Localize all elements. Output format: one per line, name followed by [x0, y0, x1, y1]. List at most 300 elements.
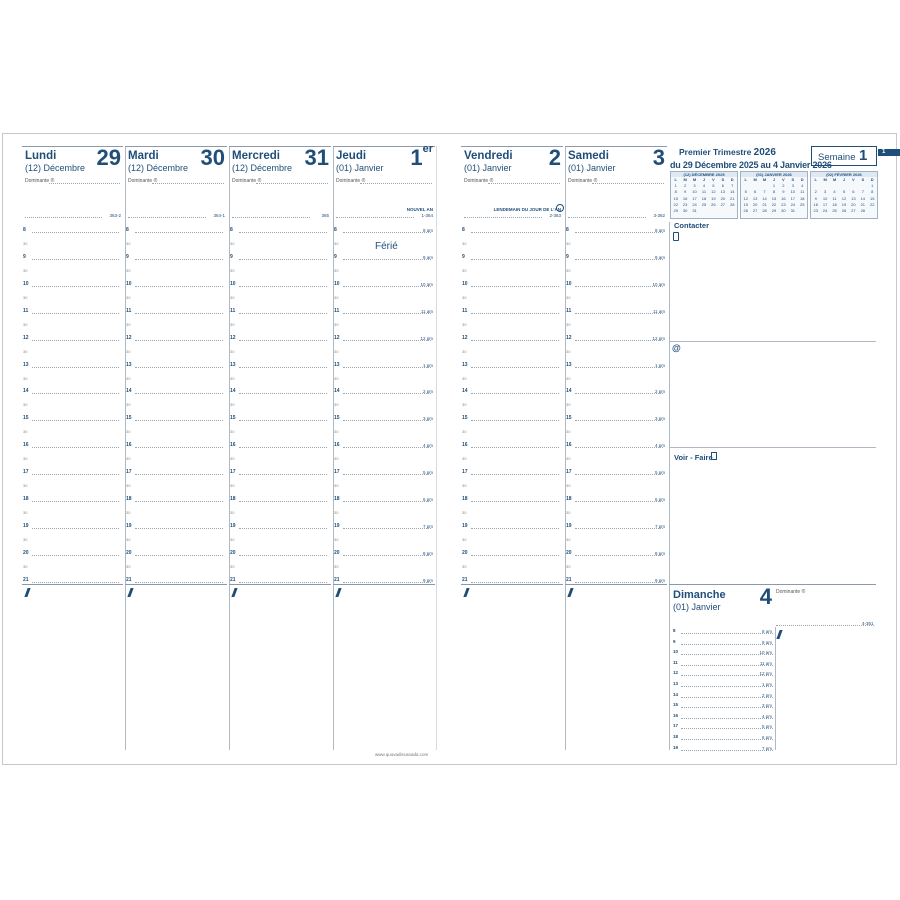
sunday-hour-label: 6 pm: [761, 735, 772, 740]
hour-label: 9 am: [654, 254, 665, 260]
mini-calendar-cell: 23: [682, 201, 688, 207]
hour-slot[interactable]: [32, 259, 119, 260]
mini-calendar-cell: 26: [841, 208, 847, 214]
hour-slot[interactable]: [32, 528, 119, 529]
dominante-line[interactable]: [152, 183, 224, 184]
hour-number: 20: [462, 549, 468, 556]
hour-slot[interactable]: [32, 313, 119, 314]
mini-calendar-cell: 13: [752, 195, 758, 201]
hour-number: 14: [230, 388, 236, 395]
hour-slot[interactable]: [239, 501, 327, 502]
hour-slot[interactable]: [135, 528, 223, 529]
dominante-label: Dominante ®: [232, 178, 262, 184]
hour-slot[interactable]: [32, 474, 119, 475]
mini-calendar-cell: 23: [813, 208, 818, 214]
dominante-label: Dominante ®: [336, 178, 366, 184]
hour-number: 8: [126, 227, 129, 233]
mini-calendar-cell: 20: [752, 201, 758, 207]
sunday-hour-label: 2 pm: [761, 692, 772, 698]
hour-number: 11: [126, 307, 132, 314]
half-hour-mark: 30: [566, 241, 571, 246]
mini-calendar-cell: 4: [801, 183, 804, 189]
hour-slot[interactable]: [471, 582, 559, 583]
mini-calendar-cell: 30: [682, 208, 688, 214]
hour-number: 16: [334, 442, 340, 449]
hour-number: 13: [230, 361, 236, 368]
hour-number: 14: [462, 388, 468, 395]
mini-calendar-cell: 17: [692, 195, 697, 201]
mini-calendar-cell: 24: [822, 208, 828, 214]
hour-slot[interactable]: [32, 447, 119, 448]
half-hour-mark: 30: [334, 241, 339, 246]
hour-slot[interactable]: [135, 501, 223, 502]
mini-calendar-cell: 3: [693, 183, 696, 189]
dominante-label: Dominante ®: [25, 178, 55, 184]
mini-calendar-cell: 16: [682, 195, 688, 201]
mini-calendar-cell: M: [762, 177, 767, 182]
mini-calendar-cell: 27: [720, 201, 726, 207]
half-hour-mark: 30: [230, 294, 235, 300]
mini-calendar-cell: 14: [762, 195, 767, 201]
mini-calendar-cell: 1: [871, 183, 874, 189]
mini-calendar-cell: 30: [781, 208, 786, 214]
dominante-line[interactable]: [256, 183, 328, 184]
hour-slot[interactable]: [471, 555, 559, 556]
hour-label: 2 pm: [422, 389, 433, 395]
hour-slot[interactable]: [32, 555, 119, 556]
half-hour-mark: 30: [334, 267, 339, 273]
section-divider: [669, 341, 876, 342]
sunday-hour-number: 19: [673, 744, 679, 750]
hour-slot[interactable]: [471, 232, 559, 233]
hour-number: 11: [566, 307, 572, 314]
mini-calendar-cell: 6: [754, 189, 757, 195]
section-divider: [669, 584, 876, 585]
hour-number: 16: [126, 442, 132, 449]
half-hour-mark: 30: [23, 267, 28, 273]
day-header-line: [336, 217, 414, 218]
hour-slot[interactable]: [135, 555, 223, 556]
hour-slot[interactable]: [239, 420, 327, 421]
mini-calendar-cell: 11: [800, 189, 805, 195]
hour-slot[interactable]: [471, 313, 559, 314]
half-hour-mark: 30: [230, 267, 235, 273]
mini-calendar-cell: D: [800, 177, 804, 182]
half-hour-mark: 30: [334, 429, 339, 435]
mini-calendar-row: [671, 208, 737, 214]
hour-number: 15: [126, 415, 132, 422]
hour-number: 16: [23, 442, 29, 449]
sunday-count: 4-361: [862, 621, 874, 626]
hour-slot[interactable]: [135, 474, 223, 475]
half-hour-mark: 30: [126, 267, 131, 273]
mini-calendar-cell: 9: [782, 189, 785, 195]
half-hour-mark: 30: [230, 348, 235, 354]
hour-slot[interactable]: [239, 447, 327, 448]
mini-calendar-cell: 23: [781, 201, 786, 207]
sunday-dominante: Dominante ®: [776, 589, 806, 595]
hour-number: 19: [230, 522, 236, 529]
hour-number: 10: [23, 280, 29, 287]
hour-number: 8: [334, 227, 337, 233]
half-hour-mark: 30: [462, 267, 467, 273]
mini-calendar-cell: L: [814, 177, 817, 182]
day-name: Mardi: [128, 150, 159, 162]
half-hour-mark: 30: [566, 402, 571, 408]
hour-number: 11: [334, 307, 340, 314]
day-header-line: [232, 217, 310, 218]
week-box: Semaine 1: [811, 146, 877, 166]
mini-calendar-cell: 28: [730, 201, 735, 207]
trimester-title: Premier Trimestre 2026: [679, 147, 776, 158]
hour-slot[interactable]: [32, 582, 119, 583]
half-hour-mark: 30: [462, 402, 467, 408]
hour-number: 13: [462, 361, 468, 368]
sunday-name: Dimanche: [673, 589, 726, 601]
dominante-line[interactable]: [592, 183, 664, 184]
hour-label: 11 am: [420, 308, 433, 314]
sunday-hour-number: 8: [673, 628, 676, 633]
dominante-line[interactable]: [360, 183, 432, 184]
mini-calendar-cell: 26: [743, 208, 748, 214]
day-count: 2-363: [549, 213, 561, 218]
hour-slot[interactable]: [471, 367, 559, 368]
sunday-hour-label: 5 pm: [761, 724, 772, 730]
hour-number: 18: [334, 496, 340, 502]
half-hour-mark: 30: [566, 510, 571, 515]
mini-calendar-cell: 22: [870, 201, 875, 207]
hour-slot[interactable]: [239, 232, 327, 233]
half-hour-mark: 30: [126, 429, 131, 435]
hour-number: 12: [334, 334, 340, 341]
day-number: [523, 145, 561, 171]
hour-slot[interactable]: [471, 447, 559, 448]
mini-calendar-cell: 3: [791, 183, 794, 189]
hour-slot[interactable]: [471, 286, 559, 287]
hour-slot[interactable]: [32, 286, 119, 287]
mini-calendar-cell: 5: [842, 189, 846, 195]
planner-page: [2, 133, 897, 765]
hour-slot[interactable]: [135, 340, 223, 341]
mini-calendar-cell: 4: [702, 183, 706, 189]
hour-number: 20: [230, 549, 236, 556]
day-number: [627, 145, 665, 171]
day-month: (01) Janvier: [568, 163, 616, 173]
half-hour-mark: 30: [566, 375, 571, 381]
hour-slot[interactable]: [135, 420, 223, 421]
mini-calendar-cell: 18: [832, 201, 837, 207]
mini-calendar-cell: 20: [720, 195, 726, 201]
day-count: 365: [321, 213, 329, 218]
mini-calendar-cell: 11: [701, 189, 707, 195]
sunday-hour-label: 11 am: [759, 660, 772, 666]
hour-slot[interactable]: [32, 501, 119, 502]
mini-calendar-cell: 7: [763, 189, 766, 195]
hour-label: 9 am: [422, 254, 433, 260]
mini-calendar-cell: 17: [790, 195, 796, 201]
hour-slot[interactable]: [135, 582, 223, 583]
hour-slot[interactable]: [239, 367, 327, 368]
half-hour-mark: 30: [462, 510, 467, 515]
mini-calendar-cell: D: [730, 177, 734, 182]
evening-divider: [22, 584, 123, 585]
section-divider: [669, 447, 876, 448]
half-hour-mark: 30: [462, 348, 467, 354]
day-number-suffix: er: [422, 143, 433, 155]
half-hour-mark: 30: [334, 375, 339, 381]
mini-calendar-cell: J: [772, 177, 776, 182]
mini-calendar-cell: 27: [851, 208, 856, 214]
mini-calendar-cell: D: [870, 177, 874, 182]
half-hour-mark: 30: [462, 563, 467, 569]
day-month: (01) Janvier: [464, 163, 512, 173]
hour-number: 11: [230, 307, 236, 314]
hour-slot[interactable]: [32, 420, 119, 421]
mini-calendar-cell: 21: [730, 195, 735, 201]
hour-number: 14: [126, 388, 132, 395]
hour-label: 7 pm: [422, 523, 433, 529]
day-number-value: 2: [548, 145, 561, 170]
mini-calendar-cell: 2: [814, 189, 817, 195]
sunday-hour-number: 9: [673, 638, 676, 644]
mini-calendar-cell: 25: [800, 201, 805, 207]
hour-number: 15: [230, 415, 236, 422]
half-hour-mark: 30: [23, 536, 28, 542]
mini-calendar-cell: V: [712, 177, 715, 182]
mini-calendar-cell: 28: [860, 208, 866, 214]
hour-slot[interactable]: [239, 393, 327, 394]
mini-calendar-cell: 10: [822, 195, 828, 201]
half-hour-mark: 30: [23, 510, 28, 515]
half-hour-mark: 30: [230, 241, 235, 246]
mini-calendar-cell: V: [852, 177, 855, 182]
half-hour-mark: 30: [462, 456, 467, 462]
mini-calendar-cell: 29: [673, 208, 678, 214]
mini-calendar: [810, 171, 878, 219]
day-count: 363-2: [109, 213, 121, 218]
hour-label: 12 pm: [652, 335, 665, 341]
mini-calendar-cell: 18: [800, 195, 805, 201]
hour-number: 10: [230, 280, 236, 287]
hour-slot[interactable]: [471, 259, 559, 260]
sunday-hour-label: 10 am: [759, 650, 772, 656]
hour-number: 20: [566, 549, 572, 556]
half-hour-mark: 30: [126, 536, 131, 542]
hour-slot[interactable]: [239, 340, 327, 341]
hour-number: 15: [566, 415, 572, 422]
hour-number: 19: [462, 522, 468, 529]
hour-label: 5 pm: [654, 470, 665, 476]
half-hour-mark: 30: [23, 483, 28, 489]
hour-slot[interactable]: [239, 313, 327, 314]
week-tab[interactable]: 1: [878, 149, 900, 156]
hour-slot[interactable]: [32, 393, 119, 394]
hour-number: 11: [462, 307, 468, 314]
sunday-dominante-line[interactable]: [776, 625, 874, 626]
mini-calendar-title: (12) DÉCEMBRE 2025: [671, 172, 737, 177]
half-hour-mark: 30: [23, 456, 28, 462]
mini-calendar-cell: 12: [711, 189, 716, 195]
half-hour-mark: 30: [230, 429, 235, 435]
day-number: [395, 145, 433, 171]
half-hour-mark: 30: [23, 294, 28, 300]
hour-number: 18: [126, 496, 132, 502]
hour-label: 8 am: [654, 228, 665, 233]
day-count: 3-362: [653, 213, 665, 218]
hour-label: 9 pm: [422, 577, 433, 583]
hour-slot[interactable]: [32, 340, 119, 341]
hour-label: 11 am: [652, 308, 665, 314]
sunday-hour-label: 12 pm: [759, 671, 772, 677]
half-hour-mark: 30: [23, 348, 28, 354]
mini-calendar-cell: 9: [814, 195, 817, 201]
day-number-value: 31: [304, 145, 329, 170]
mini-calendar-cell: 28: [762, 208, 767, 214]
hour-number: 21: [23, 576, 29, 583]
half-hour-mark: 30: [23, 563, 28, 569]
hour-number: 9: [566, 253, 569, 260]
sunday-hour-label: 4 pm: [761, 713, 772, 719]
hour-slot[interactable]: [135, 286, 223, 287]
hour-label: 8 am: [422, 228, 433, 233]
mini-calendar-cell: M: [823, 177, 827, 182]
mini-calendar-cell: 8: [772, 189, 776, 195]
hour-label: 6 pm: [654, 497, 665, 502]
mini-calendar-cell: 1: [674, 183, 677, 189]
hour-slot[interactable]: [471, 420, 559, 421]
mini-calendar-cell: [709, 208, 717, 214]
hour-number: 19: [566, 522, 572, 529]
hour-slot[interactable]: [471, 393, 559, 394]
mini-calendar-cell: 18: [701, 195, 707, 201]
hour-slot[interactable]: [471, 501, 559, 502]
half-hour-mark: 30: [566, 483, 571, 489]
hour-number: 21: [462, 576, 468, 583]
hour-slot[interactable]: [135, 259, 223, 260]
mini-calendar-cell: M: [683, 177, 687, 182]
hour-number: 9: [230, 253, 233, 260]
half-hour-mark: 30: [566, 563, 571, 569]
hour-number: 20: [334, 549, 340, 556]
mini-calendar-cell: 2: [782, 183, 785, 189]
half-hour-mark: 30: [566, 321, 571, 327]
hour-slot[interactable]: [32, 232, 119, 233]
hour-number: 14: [23, 388, 29, 395]
hour-label: 8 pm: [654, 550, 665, 556]
hour-label: 1 pm: [422, 362, 433, 368]
hour-label: 4 pm: [422, 443, 433, 449]
mini-calendar-cell: 19: [743, 201, 748, 207]
hour-number: 17: [334, 469, 340, 476]
hour-label: 12 pm: [420, 335, 433, 341]
hour-slot[interactable]: [135, 313, 223, 314]
day-number: [291, 145, 329, 171]
mini-calendar-cell: [798, 208, 806, 214]
sunday-number: 4: [759, 584, 772, 609]
mini-calendar-cell: 21: [762, 201, 767, 207]
day-header-line: [464, 217, 542, 218]
hour-number: 19: [23, 522, 29, 529]
mini-calendar-cell: 2: [684, 183, 687, 189]
mini-calendar: [670, 171, 738, 219]
holiday-note: Férié: [375, 241, 398, 252]
hour-slot[interactable]: [239, 555, 327, 556]
day-number: [83, 145, 121, 171]
dominante-line[interactable]: [49, 183, 120, 184]
half-hour-mark: 30: [23, 241, 28, 246]
mini-calendar-cell: 22: [673, 201, 678, 207]
mini-calendar-cell: 4: [833, 189, 836, 195]
half-hour-mark: 30: [126, 375, 131, 381]
hour-number: 17: [23, 469, 29, 476]
sunday-hour-label: 9 am: [761, 639, 772, 645]
hour-number: 21: [126, 576, 132, 583]
half-hour-mark: 30: [566, 429, 571, 435]
holiday-label: LENDEMAIN DU JOUR DE L'AN: [493, 207, 561, 212]
day-name: Mercredi: [232, 150, 280, 162]
mini-calendar-cell: J: [842, 177, 846, 182]
day-header-line: [128, 217, 206, 218]
half-hour-mark: 30: [566, 348, 571, 354]
mini-calendar-cell: 9: [684, 189, 687, 195]
mini-calendar-cell: V: [782, 177, 785, 182]
half-hour-mark: 30: [334, 348, 339, 354]
half-hour-mark: 30: [462, 375, 467, 381]
mini-calendar-cell: 1: [772, 183, 776, 189]
notepad-icon: [711, 452, 717, 460]
hour-number: 12: [462, 334, 468, 341]
hour-number: 17: [126, 469, 132, 476]
day-name: Jeudi: [336, 150, 367, 162]
hour-slot[interactable]: [471, 474, 559, 475]
dominante-line[interactable]: [488, 183, 560, 184]
footer-url[interactable]: www.quovadiscanada.com: [375, 752, 429, 757]
hour-slot[interactable]: [32, 367, 119, 368]
hour-slot[interactable]: [135, 232, 223, 233]
day-header-line: [25, 217, 102, 218]
right-panel-separator: [669, 222, 670, 750]
day-month: (12) Décembre: [128, 163, 189, 173]
mini-calendar-cell: 20: [851, 201, 856, 207]
half-hour-mark: 30: [230, 375, 235, 381]
mini-calendar-cell: S: [791, 177, 795, 182]
hour-number: 8: [230, 227, 233, 233]
hour-slot[interactable]: [135, 447, 223, 448]
mini-calendar-cell: 31: [790, 208, 796, 214]
hour-number: 17: [230, 469, 236, 476]
hour-slot[interactable]: [239, 259, 327, 260]
hour-slot[interactable]: [471, 528, 559, 529]
sunday-hour-number: 10: [673, 649, 679, 655]
hour-number: 17: [462, 469, 468, 476]
hour-slot[interactable]: [239, 528, 327, 529]
hour-slot[interactable]: [239, 582, 327, 583]
day-name: Lundi: [25, 150, 57, 162]
mini-calendar-cell: 19: [711, 195, 716, 201]
hour-slot[interactable]: [471, 340, 559, 341]
mini-calendar-row: [811, 208, 877, 214]
phone-icon: [673, 232, 679, 241]
hour-slot[interactable]: [135, 393, 223, 394]
hour-label: 1 pm: [654, 362, 665, 368]
half-hour-mark: 30: [126, 483, 131, 489]
mini-calendar-cell: 19: [841, 201, 847, 207]
sunday-hour-number: 14: [673, 691, 679, 697]
hour-slot[interactable]: [239, 286, 327, 287]
hour-slot[interactable]: [239, 474, 327, 475]
mini-calendar-cell: 14: [730, 189, 735, 195]
hour-slot[interactable]: [135, 367, 223, 368]
